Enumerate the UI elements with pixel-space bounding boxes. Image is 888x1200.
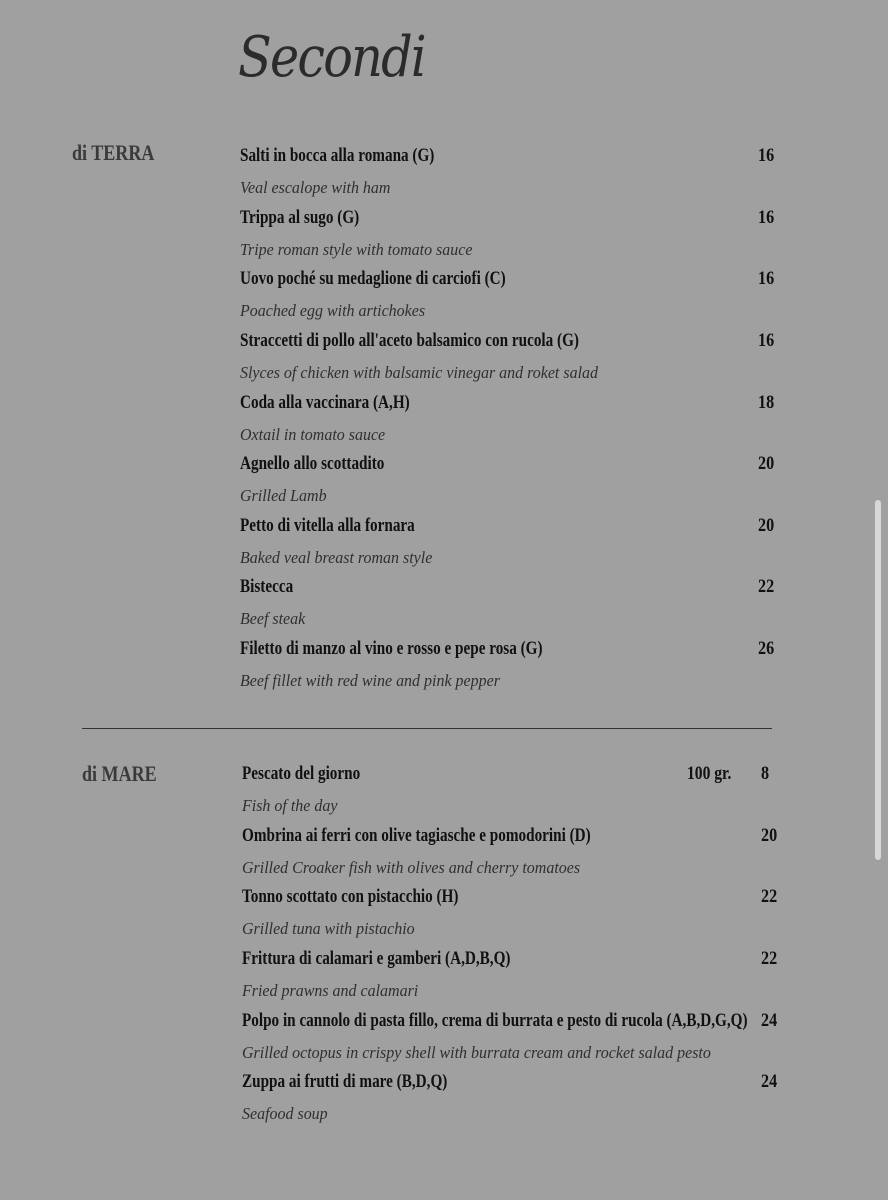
page-title: Secondi [238,25,425,90]
item-description: Seafood soup [242,1104,328,1123]
item-description: Beef steak [240,609,306,628]
item-unit: 100 gr. [687,763,732,784]
item-price: 18 [758,392,775,413]
item-description: Fried prawns and calamari [242,981,419,1000]
item-price: 24 [761,1010,778,1031]
item-name: Agnello allo scottadito [240,453,385,474]
item-price: 20 [758,453,775,474]
item-price: 16 [758,268,775,289]
item-price: 20 [758,515,775,536]
item-price: 20 [761,825,778,846]
item-price: 24 [761,1071,778,1092]
item-name: Straccetti di pollo all'aceto balsamico con rucola (G) [240,330,579,351]
item-description: Fish of the day [242,796,338,815]
item-price: 16 [758,330,775,351]
item-name: Polpo in cannolo di pasta fillo, crema di burrata e pesto di rucola (A,B,D,G,Q) [242,1010,748,1031]
item-description: Grilled Croaker fish with olives and cherry tomatoes [242,858,581,877]
item-price: 16 [758,145,775,166]
item-name: Petto di vitella alla fornara [240,515,415,536]
item-description: Veal escalope with ham [240,178,391,197]
item-name: Pescato del giorno [242,763,361,784]
item-price: 16 [758,207,775,228]
item-name: Salti in bocca alla romana (G) [240,145,435,166]
item-price: 26 [758,638,775,659]
item-name: Frittura di calamari e gamberi (A,D,B,Q) [242,948,511,969]
item-name: Coda alla vaccinara (A,H) [240,392,410,413]
item-name: Zuppa ai frutti di mare (B,D,Q) [242,1071,448,1092]
section-label-terra: di TERRA [72,140,155,165]
item-price: 22 [761,948,778,969]
scrollbar-thumb[interactable] [875,500,881,860]
item-name: Bistecca [240,576,294,597]
item-price: 8 [761,763,770,784]
item-price: 22 [761,886,778,907]
item-description: Tripe roman style with tomato sauce [240,240,473,259]
item-description: Grilled octopus in crispy shell with burrata cream and rocket salad pesto [242,1043,711,1062]
item-description: Grilled Lamb [240,486,327,505]
item-description: Grilled tuna with pistachio [242,919,415,938]
section-divider [82,728,772,729]
item-description: Slyces of chicken with balsamic vinegar and roket salad [240,363,598,382]
item-description: Poached egg with artichokes [240,301,426,320]
item-name: Ombrina ai ferri con olive tagiasche e pomodorini (D) [242,825,591,846]
section-label-mare: di MARE [82,761,157,786]
item-name: Uovo poché su medaglione di carciofi (C) [240,268,506,289]
item-name: Tonno scottato con pistacchio (H) [242,886,459,907]
item-description: Baked veal breast roman style [240,548,433,567]
item-description: Beef fillet with red wine and pink pepper [240,671,500,690]
item-name: Filetto di manzo al vino e rosso e pepe rosa (G) [240,638,543,659]
item-price: 22 [758,576,775,597]
item-name: Trippa al sugo (G) [240,207,360,228]
item-description: Oxtail in tomato sauce [240,425,386,444]
